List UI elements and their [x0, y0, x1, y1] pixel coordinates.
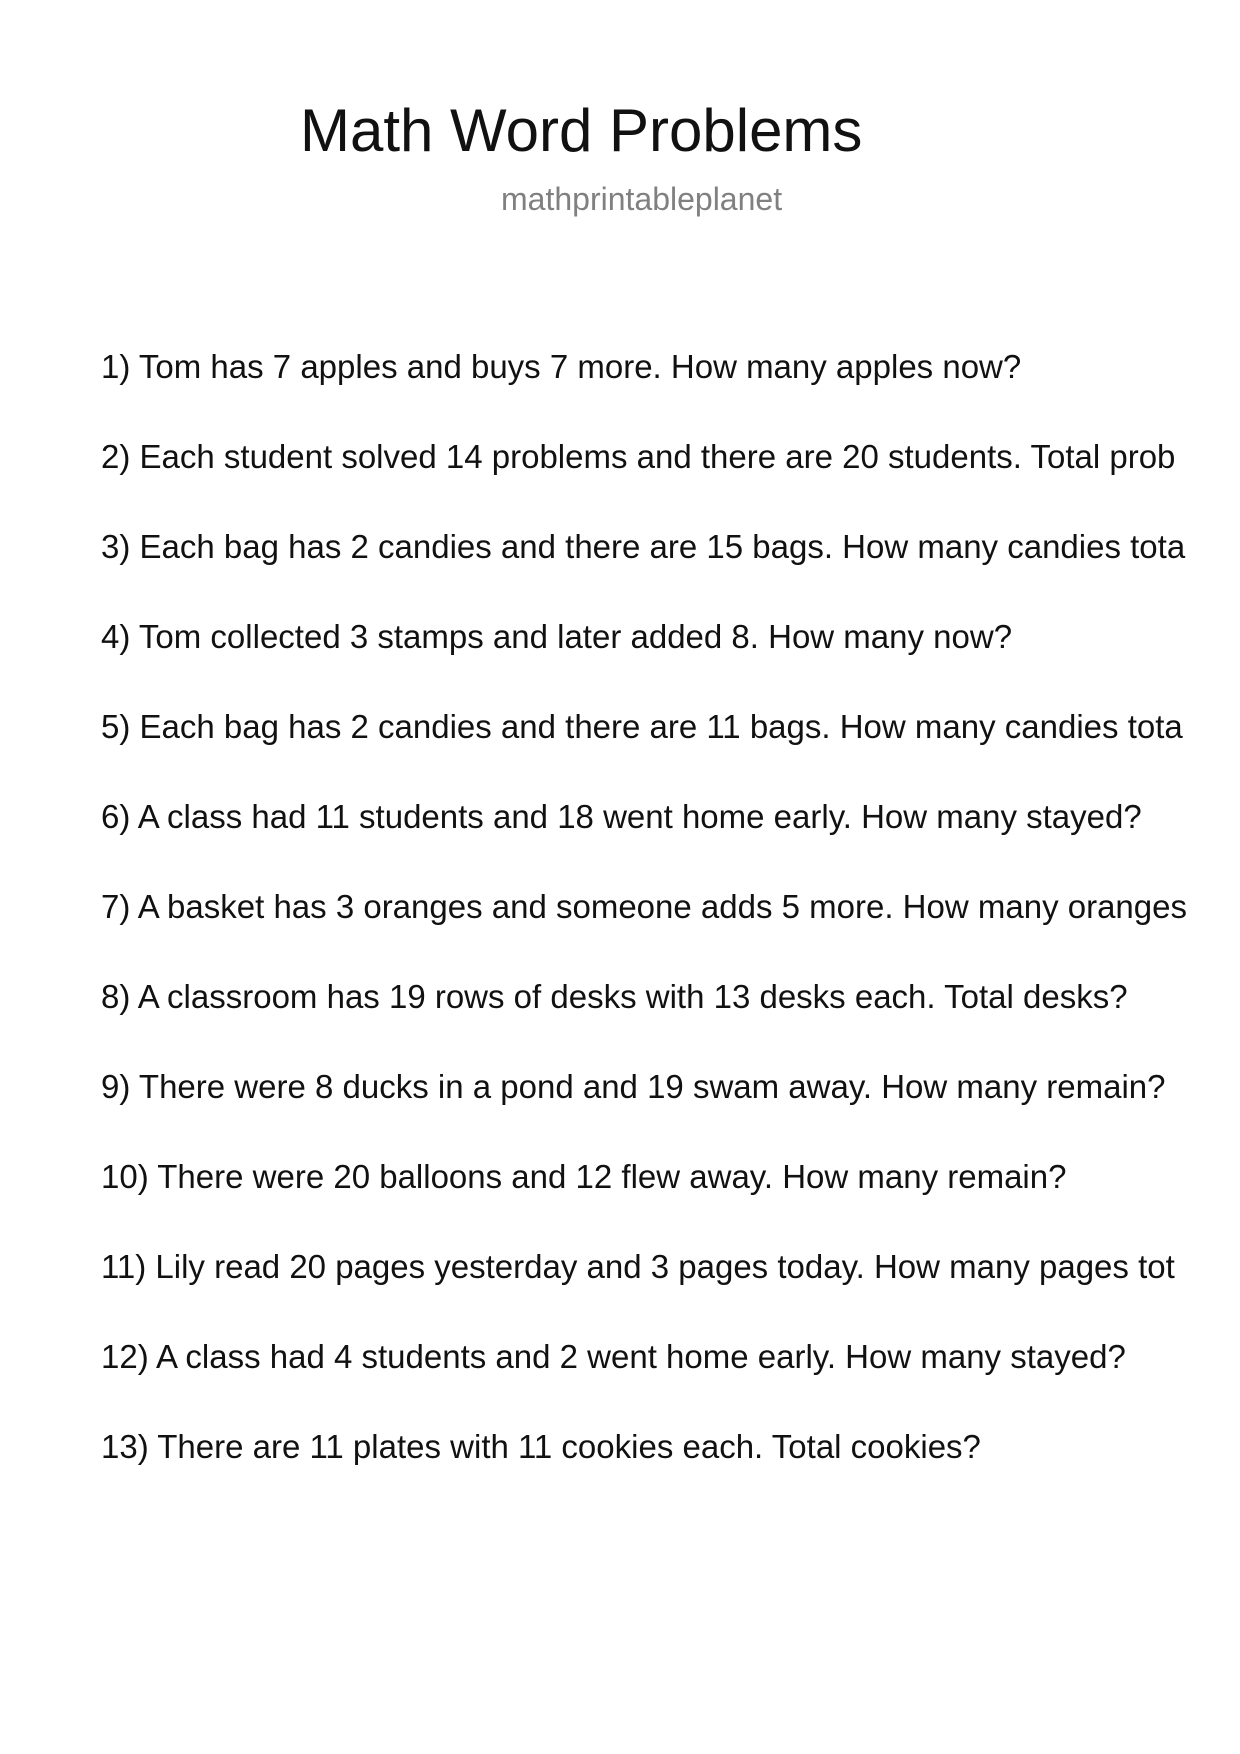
problem-list	[101, 347, 1240, 1517]
problem-item-3: 3) Each bag has 2 candies and there are 15 bags. How many candies tota	[101, 528, 1186, 565]
problem-item-9: 9) There were 8 ducks in a pond and 19 swam away. How many remain?	[101, 1068, 1166, 1105]
problem-item-4: 4) Tom collected 3 stamps and later added 8. How many now?	[101, 618, 1013, 655]
problem-item-10: 10) There were 20 balloons and 12 flew away. How many remain?	[101, 1158, 1067, 1195]
problem-item-1: 1) Tom has 7 apples and buys 7 more. How many apples now?	[101, 348, 1022, 385]
problem-item-7: 7) A basket has 3 oranges and someone adds 5 more. How many oranges	[101, 888, 1187, 925]
page-title: Math Word Problems	[300, 97, 863, 164]
problem-item-2: 2) Each student solved 14 problems and there are 20 students. Total prob	[101, 438, 1176, 475]
problem-item-12: 12) A class had 4 students and 2 went home early. How many stayed?	[101, 1338, 1126, 1375]
source-watermark: mathprintableplanet	[501, 181, 783, 217]
problem-item-13: 13) There are 11 plates with 11 cookies each. Total cookies?	[101, 1428, 981, 1465]
problem-item-8: 8) A classroom has 19 rows of desks with 13 desks each. Total desks?	[101, 978, 1128, 1015]
problem-item-6: 6) A class had 11 students and 18 went home early. How many stayed?	[101, 798, 1142, 835]
problem-item-11: 11) Lily read 20 pages yesterday and 3 pages today. How many pages tot	[101, 1248, 1175, 1285]
problem-item-5: 5) Each bag has 2 candies and there are 11 bags. How many candies tota	[101, 708, 1183, 745]
